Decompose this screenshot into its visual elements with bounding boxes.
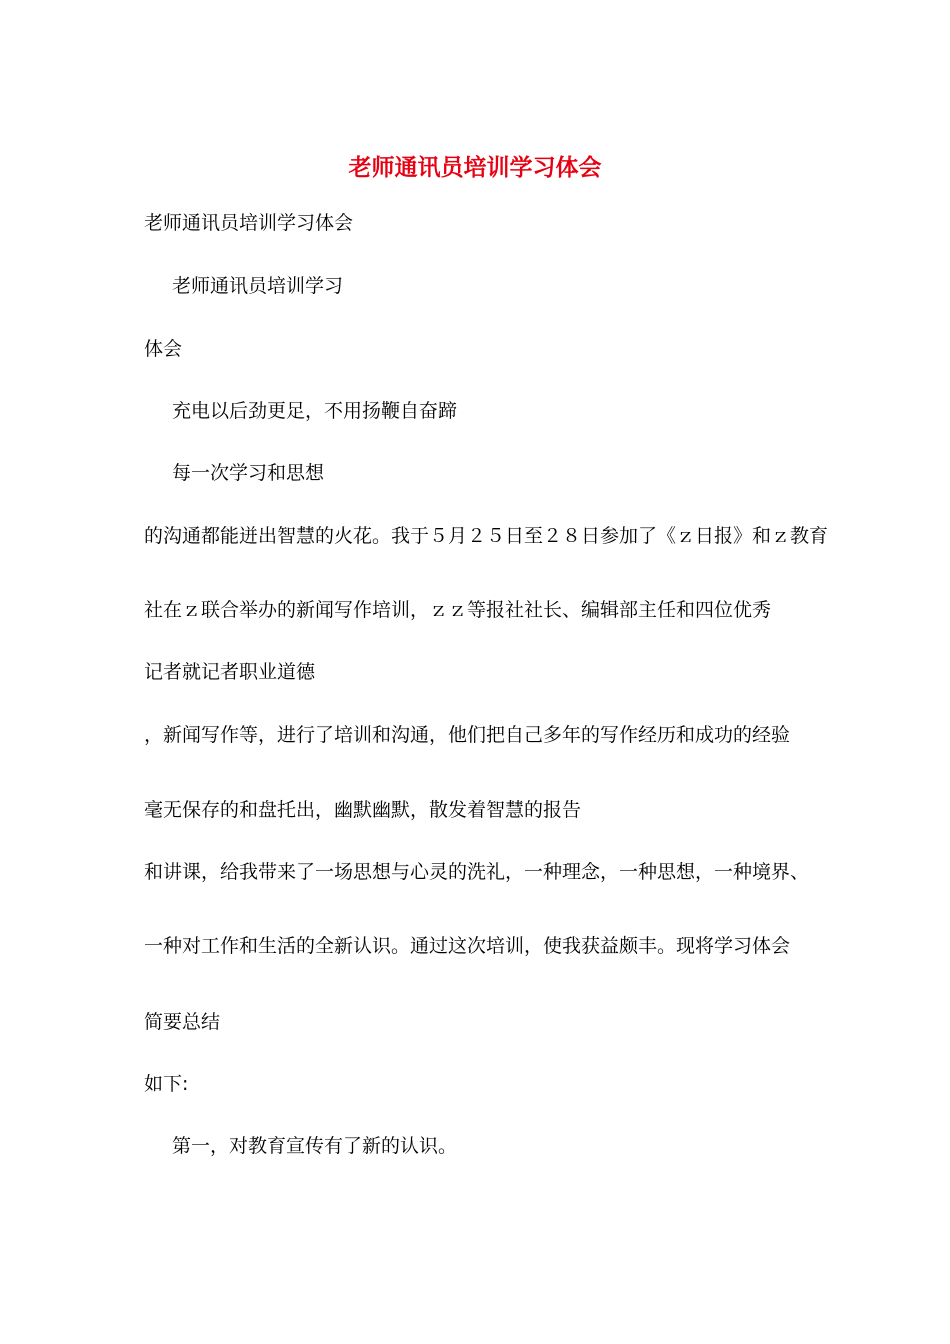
text-line: 社在ｚ联合举办的新闻写作培训，ｚｚ等报社社长、编辑部主任和四位优秀 [144,599,772,621]
text-line: 如下: [144,1073,189,1095]
text-line: 一种对工作和生活的全新认识。通过这次培训，使我获益颇丰。现将学习体会 [144,935,791,957]
text-line: 简要总结 [144,1011,221,1033]
text-line: 每一次学习和思想 [172,462,325,484]
text-line: 体会 [144,338,183,360]
text-line: 第一，对教育宣传有了新的认识。 [172,1135,458,1157]
text-line: ，新闻写作等，进行了培训和沟通，他们把自己多年的写作经历和成功的经验 [144,724,791,746]
text-line: 老师通讯员培训学习 [172,275,344,297]
text-line: 和讲课，给我带来了一场思想与心灵的洗礼，一种理念，一种思想，一种境界、 [144,861,810,883]
text-line: 老师通讯员培训学习体会 [144,212,354,234]
text-line: 充电以后劲更足，不用扬鞭自奋蹄 [172,400,458,422]
text-line: 记者就记者职业道德 [144,661,316,683]
text-line: 的沟通都能迸出智慧的火花。我于５月２５日至２８日参加了《ｚ日报》和ｚ教育 [144,525,829,547]
document-title: 老师通讯员培训学习体会 [348,154,602,181]
text-line: 毫无保存的和盘托出，幽默幽默，散发着智慧的报告 [144,799,582,821]
